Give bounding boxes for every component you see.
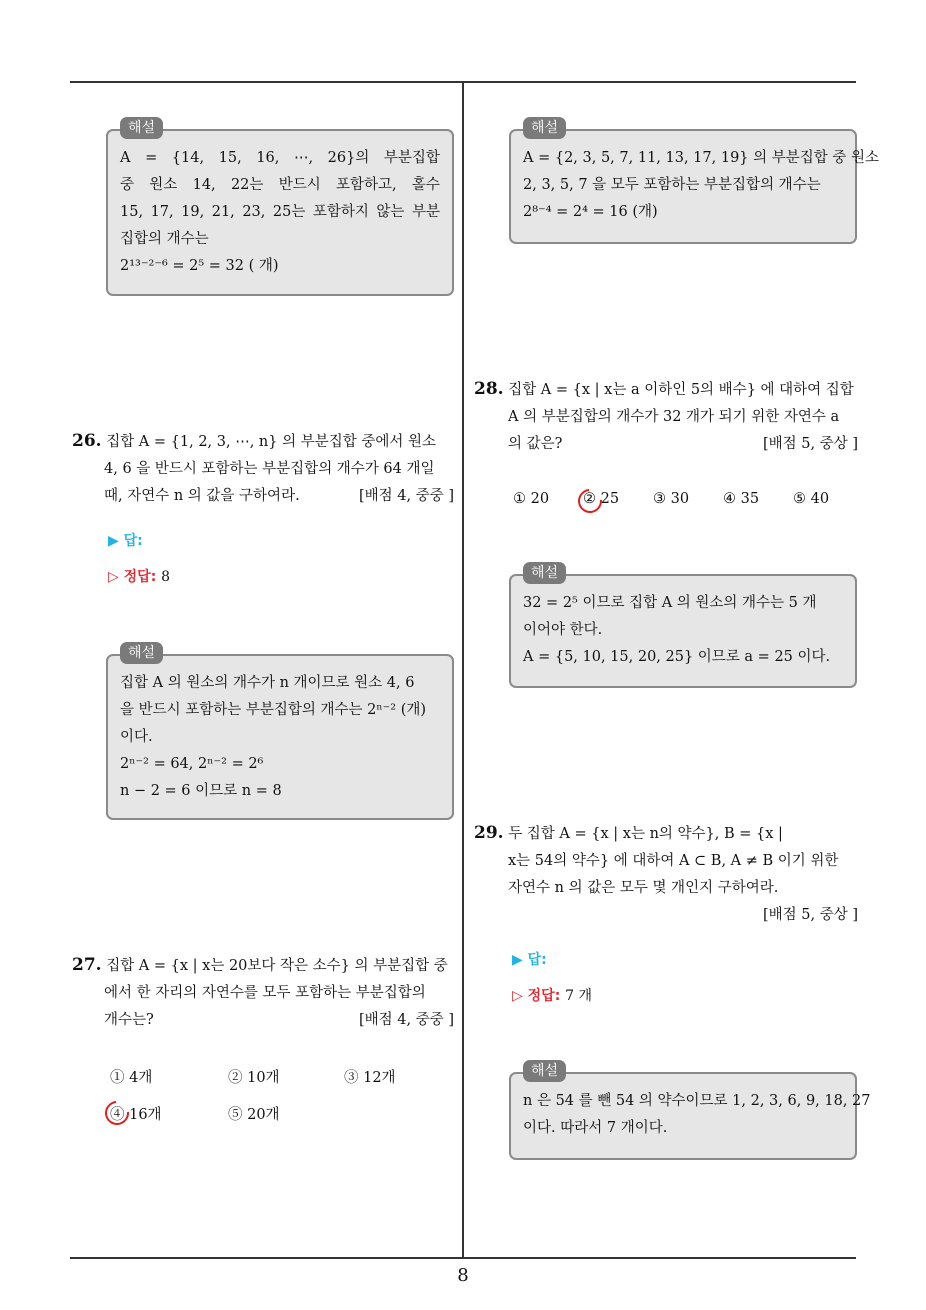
correct-answer-value: 7 개 bbox=[565, 988, 593, 1004]
choice-5[interactable]: ⑤ 40 bbox=[793, 491, 830, 507]
solution-tag: 해설 bbox=[523, 117, 566, 139]
solution-line: 이어야 한다. bbox=[523, 622, 603, 638]
page-number: 8 bbox=[457, 1265, 469, 1286]
question-line: x는 54의 약수} 에 대하여 A ⊂ B, A ≠ B 이기 위한 bbox=[508, 853, 839, 869]
selected-answer-circle bbox=[100, 1096, 134, 1130]
choice-2[interactable]: ② 25 bbox=[583, 491, 620, 507]
solution-line: 15, 17, 19, 21, 23, 25는 포함하지 않는 부분 bbox=[120, 204, 440, 220]
choice-2[interactable]: ② 10개 bbox=[228, 1070, 280, 1086]
question-number: 26. bbox=[72, 431, 102, 451]
selected-answer-circle bbox=[573, 484, 607, 518]
solution-line: 2⁸⁻⁴ = 2⁴ = 16 (개) bbox=[523, 204, 658, 220]
solution-tag: 해설 bbox=[523, 562, 566, 584]
solution-line: A = {5, 10, 15, 20, 25} 이므로 a = 25 이다. bbox=[523, 649, 831, 665]
column-divider bbox=[462, 83, 464, 1258]
solution-box-28 bbox=[509, 574, 857, 688]
question-line: 의 값은? [배점 5, 중상 ] bbox=[474, 431, 858, 458]
bottom-rule bbox=[70, 1257, 856, 1259]
solution-line: 을 반드시 포함하는 부분집합의 개수는 2ⁿ⁻² (개) bbox=[120, 702, 427, 718]
solution-line: 이다. bbox=[120, 729, 153, 745]
correct-answer-value: 8 bbox=[161, 569, 171, 585]
question-line: 4, 6 을 반드시 포함하는 부분집합의 개수가 64 개일 bbox=[104, 461, 435, 477]
question-number: 27. bbox=[72, 955, 102, 975]
question-line: 27. 집합 A = {x | x는 20보다 작은 소수} 의 부분집합 중 bbox=[72, 955, 448, 975]
solution-tag: 해설 bbox=[523, 1060, 566, 1082]
question-line: A 의 부분집합의 개수가 32 개가 되기 위한 자연수 a bbox=[508, 409, 840, 425]
solution-line: A = {14, 15, 16, ⋯, 26}의 부분집합 bbox=[120, 150, 440, 166]
choice-4[interactable]: ④ 16개 bbox=[110, 1107, 162, 1123]
solution-line: 32 = 2⁵ 이므로 집합 A 의 원소의 개수는 5 개 bbox=[523, 595, 817, 611]
solution-line: 2¹³⁻²⁻⁶ = 2⁵ = 32 ( 개) bbox=[120, 258, 279, 274]
question-line: 에서 한 자리의 자연수를 모두 포함하는 부분집합의 bbox=[104, 985, 426, 1001]
question-number: 29. bbox=[474, 823, 504, 843]
solution-box-prev-right bbox=[509, 129, 880, 244]
solution-line: n − 2 = 6 이므로 n = 8 bbox=[120, 783, 282, 799]
question-line: 때, 자연수 n 의 값을 구하여라. [배점 4, 중중 ] bbox=[72, 483, 454, 510]
question-29 bbox=[474, 820, 858, 929]
solution-line: 집합의 개수는 bbox=[120, 231, 209, 247]
points-label: [배점 5, 중상 ] bbox=[762, 436, 858, 452]
solution-tag: 해설 bbox=[120, 117, 163, 139]
correct-answer-label: ▷ 정답: 8 bbox=[108, 569, 171, 585]
question-line bbox=[474, 902, 858, 929]
solution-box-26 bbox=[106, 654, 454, 820]
correct-answer-label: ▷ 정답: 7 개 bbox=[512, 988, 593, 1004]
solution-line: n 은 54 를 뺀 54 의 약수이므로 1, 2, 3, 6, 9, 18, 27 bbox=[523, 1093, 871, 1109]
question-line: 자연수 n 의 값은 모두 몇 개인지 구하여라. bbox=[508, 880, 779, 896]
choice-1[interactable]: ① 4개 bbox=[110, 1070, 153, 1086]
solution-line: 집합 A 의 원소의 개수가 n 개이므로 원소 4, 6 bbox=[120, 675, 415, 691]
question-28 bbox=[474, 376, 858, 458]
points-label: [배점 4, 중중 ] bbox=[358, 488, 454, 504]
solution-tag: 해설 bbox=[120, 642, 163, 664]
solution-line: A = {2, 3, 5, 7, 11, 13, 17, 19} 의 부분집합 중 원소 bbox=[523, 150, 880, 166]
solution-line: 2ⁿ⁻² = 64, 2ⁿ⁻² = 2⁶ bbox=[120, 756, 264, 772]
solution-line: 중 원소 14, 22는 반드시 포함하고, 홀수 bbox=[120, 177, 440, 193]
solution-box-prev-left bbox=[106, 129, 454, 296]
choice-1[interactable]: ① 20 bbox=[513, 491, 550, 507]
question-line: 26. 집합 A = {1, 2, 3, ⋯, n} 의 부분집합 중에서 원소 bbox=[72, 431, 436, 451]
points-label: [배점 4, 중중 ] bbox=[358, 1012, 454, 1028]
answer-label: ▶ 답: bbox=[512, 952, 547, 968]
choice-4[interactable]: ④ 35 bbox=[723, 491, 760, 507]
solution-box-29 bbox=[509, 1072, 871, 1160]
solution-line: 이다. 따라서 7 개이다. bbox=[523, 1120, 668, 1136]
question-line: 28. 집합 A = {x | x는 a 이하인 5의 배수} 에 대하여 집합 bbox=[474, 379, 854, 399]
solution-line: 2, 3, 5, 7 을 모두 포함하는 부분집합의 개수는 bbox=[523, 177, 821, 193]
question-number: 28. bbox=[474, 379, 504, 399]
question-line: 29. 두 집합 A = {x | x는 n의 약수}, B = {x | bbox=[474, 823, 783, 843]
question-27 bbox=[72, 952, 454, 1034]
choice-3[interactable]: ③ 30 bbox=[653, 491, 690, 507]
question-26 bbox=[72, 428, 454, 510]
choice-5[interactable]: ⑤ 20개 bbox=[228, 1107, 280, 1123]
question-line: 개수는? [배점 4, 중중 ] bbox=[72, 1007, 454, 1034]
answer-label: ▶ 답: bbox=[108, 533, 143, 549]
points-label: [배점 5, 중상 ] bbox=[762, 907, 858, 923]
choice-3[interactable]: ③ 12개 bbox=[344, 1070, 396, 1086]
